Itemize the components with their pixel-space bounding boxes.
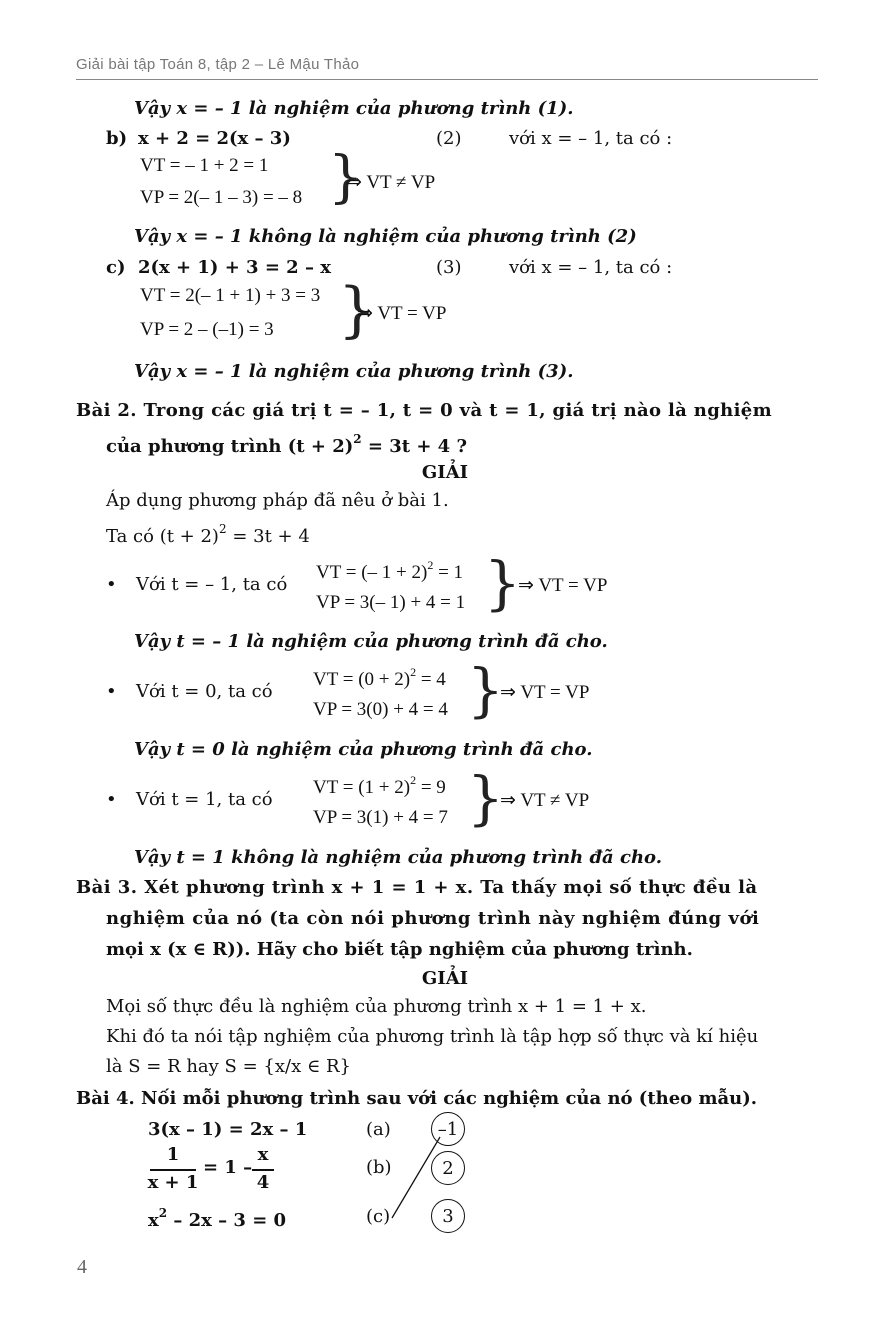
bai3-line2: Khi đó ta nói tập nghiệm của phương trình là tập hợp số thực và kí hiệu [106, 1026, 759, 1047]
case-conclusion: Vậy t = – 1 là nghiệm của phương trình đã cho. [134, 631, 608, 652]
bai2-title-line2: của phương trình $(t + 2)^2 = 3t + 4$ ? [106, 432, 468, 457]
page-number: 4 [77, 1256, 87, 1278]
part-c-result: ⇒ VT = VP [357, 303, 447, 324]
part-c-conclusion: Vậy x = – 1 là nghiệm của phương trình (3). [134, 361, 574, 382]
case-vt: VT = $(0 + 2)^2 = 4$ [313, 665, 446, 690]
case-brace: } [467, 656, 504, 724]
bai4-eq-b-middle: = 1 – [203, 1157, 253, 1178]
part-b-number: (2) [436, 128, 462, 149]
case-result: ⇒ VT ≠ VP [500, 790, 590, 811]
part-c-vt: VT = 2(– 1 + 1) + 3 = 3 [140, 285, 321, 306]
bullet: • [106, 789, 117, 810]
case-lead: Với t = 1, ta có [136, 789, 273, 810]
bai3-line3: là S = R hay S = {x/x ∈ R} [106, 1056, 352, 1077]
part-b-vt: VT = – 1 + 2 = 1 [140, 155, 269, 176]
bai3-line1: Mọi số thực đều là nghiệm của phương trình x + 1 = 1 + x. [106, 996, 647, 1017]
case-result: ⇒ VT = VP [500, 682, 590, 703]
part-c-brace: } [338, 275, 377, 345]
bai4-label-c: (c) [366, 1206, 391, 1227]
case-vp: VP = 3(0) + 4 = 4 [313, 699, 448, 720]
part-c-label: c) [106, 257, 126, 278]
part-c-vp: VP = 2 – (–1) = 3 [140, 319, 274, 340]
bai2-title-line1: Bài 2. Trong các giá trị t = – 1, t = 0 và t = 1, giá trị nào là nghiệm [76, 400, 772, 421]
root-option-3: 3 [431, 1199, 465, 1233]
bai4-eq-b-denominator-2: 4 [256, 1172, 270, 1193]
part-a-conclusion: Vậy x = – 1 là nghiệm của phương trình (1). [134, 98, 574, 119]
part-b-result: ⇒ VT ≠ VP [346, 172, 436, 193]
case-brace: } [467, 764, 504, 832]
bai2-intro: Áp dụng phương pháp đã nêu ở bài 1. [106, 490, 449, 511]
case-lead: Với t = 0, ta có [136, 681, 273, 702]
bullet: • [106, 574, 117, 595]
case-brace: } [484, 549, 521, 617]
bai4-label-a: (a) [366, 1119, 391, 1140]
part-c-note: với x = – 1, ta có : [509, 257, 673, 278]
case-vp: VP = 3(– 1) + 4 = 1 [316, 592, 466, 613]
part-b-brace: } [328, 145, 364, 210]
bai4-label-b: (b) [366, 1157, 392, 1178]
bai4-title: Bài 4. Nối mỗi phương trình sau với các nghiệm của nó (theo mẫu). [76, 1088, 758, 1109]
part-b-conclusion: Vậy x = – 1 không là nghiệm của phương trình (2) [134, 226, 637, 247]
part-b-equation: x + 2 = 2(x – 3) [138, 128, 291, 149]
part-b-label: b) [106, 128, 128, 149]
case-lead: Với t = – 1, ta có [136, 574, 288, 595]
case-result: ⇒ VT = VP [518, 575, 608, 596]
part-c-equation: 2(x + 1) + 3 = 2 – x [138, 257, 331, 278]
running-header: Giải bài tập Toán 8, tập 2 – Lê Mậu Thảo [76, 56, 360, 73]
case-conclusion: Vậy t = 0 là nghiệm của phương trình đã cho. [134, 739, 593, 760]
bai4-equation-c: $x^2 - 2x - 3 = 0$ [148, 1206, 287, 1231]
bai3-title-line3: mọi x (x ∈ R)). Hãy cho biết tập nghiệm của phương trình. [106, 939, 693, 960]
bai4-equation-a: 3(x – 1) = 2x – 1 [148, 1119, 308, 1140]
bai3-solution-heading: GIẢI [421, 968, 469, 989]
bai3-title-line2: nghiệm của nó (ta còn nói phương trình này nghiệm đúng với [106, 908, 760, 929]
part-b-note: với x = – 1, ta có : [509, 128, 673, 149]
case-vp: VP = 3(1) + 4 = 7 [313, 807, 448, 828]
bai4-eq-b-numerator-2: x [257, 1144, 269, 1165]
root-option-minus1: –1 [431, 1112, 465, 1146]
part-b-vp: VP = 2(– 1 – 3) = – 8 [140, 187, 303, 208]
bai2-given: Ta có $(t + 2)^2 = 3t + 4$ [106, 522, 310, 547]
bai3-title-line1: Bài 3. Xét phương trình x + 1 = 1 + x. Ta thấy mọi số thực đều là [76, 877, 758, 898]
case-conclusion: Vậy t = 1 không là nghiệm của phương trình đã cho. [134, 847, 662, 868]
case-vt: VT = $(1 + 2)^2 = 9$ [313, 773, 446, 798]
bai4-eq-b-numerator-1: 1 [166, 1144, 180, 1165]
bai2-solution-heading: GIẢI [421, 462, 469, 483]
root-option-2: 2 [431, 1151, 465, 1185]
bullet: • [106, 681, 117, 702]
bai4-eq-b-denominator-1: x + 1 [147, 1172, 199, 1193]
part-c-number: (3) [436, 257, 462, 278]
case-vt: VT = (– 1 + 2)$^2$ = 1 [316, 558, 464, 583]
